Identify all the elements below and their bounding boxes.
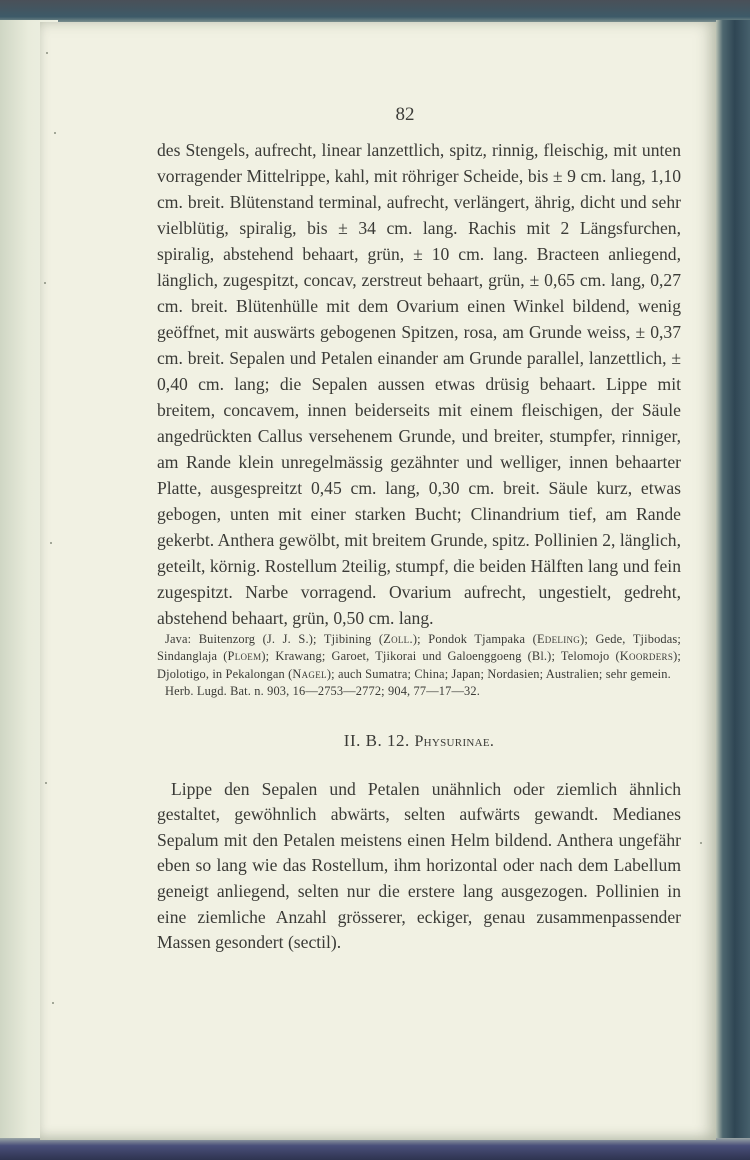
page-content [157,137,681,956]
collector-name: Zoll. [383,632,413,646]
collector-name: Koorders [619,649,674,664]
section-number: II. B. 12. [343,730,410,750]
paper-speck [46,52,48,54]
paper-speck [45,782,47,784]
section-description: Lippe den Sepalen und Petalen unähnlich oder ziemlich ähnlich gestaltet, gewöhnlich abwärts, selten aufwärts gewandt. Medianes Sepalum mit den Petalen meistens einen Helm bildend. Anthera ungefähr eben so lang wie das Rostellum, ihm horizontal oder nach dem Labellum geneigt anliegend, selten nur die erstere lang ausgezogen. Pollinien in eine ziemliche Anzahl grösserer, eckiger, genau zusammenpassender Massen gesondert (sectil). [157,778,681,953]
paper-speck [52,1002,54,1004]
collector-name: Nagel [292,666,327,681]
section-name: Physurinae. [414,732,495,750]
paper-speck [700,842,702,844]
collector-name: Ploem [227,649,262,664]
herbarium-reference: Herb. Lugd. Bat. n. 903, 16—2753—2772; 904, 77—17—32. [165,684,480,699]
page-number: 82 [395,104,415,125]
paper-speck [44,282,46,284]
collector-name: Edeling [536,632,581,646]
section-heading [157,731,681,751]
paper-speck [54,132,56,134]
distribution-note: Java: Buitenzorg (J. J. S.); Tjibining (Zoll.); Pondok Tjampaka (Edeling); Gede, Tjibodas; Sindanglaja (Ploem); Krawang; Garoet, Tjikorai und Galoenggoeng (Bl.); Telomojo (Koorders); Djolotigo, in Pekalongan (Nagel); auch Sumatra; China; Japan; Nordasien; Australien; sehr gemein. [157,632,681,681]
book-bottom-edge [0,1138,750,1160]
species-description: des Stengels, aufrecht, linear lanzettlich, spitz, rinnig, fleischig, mit unten vorragender Mittelrippe, kahl, mit röhriger Scheide, bis ± 9 cm. lang, 1,10 cm. breit. Blütenstand terminal, aufrecht, verlängert, ährig, dicht und sehr vielblütig, spiralig, bis ± 34 cm. lang. Rachis mit 2 Längsfurchen, spiralig, abstehend behaart, grün, ± 10 cm. lang. Bracteen anliegend, länglich, zugespitzt, concav, zerstreut behaart, grün, ± 0,65 cm. lang, 0,27 cm. breit. Blütenhülle mit dem Ovarium einen Winkel bildend, wenig geöffnet, mit auswärts gebogenen Spitzen, rosa, am Grunde weiss, ± 0,37 cm. breit. Sepalen und Petalen einander am Grunde parallel, lanzettlich, ± 0,40 cm. lang; die Sepalen aussen etwas drüsig behaart. Lippe mit breitem, concavem, innen beiderseits mit einem fleischigen, der Säule angedrückten Callus versehenem Grunde, und breiter, stumpfer, rinniger, am Rande klein unregelmässig gezähnter und welliger, innen behaarter Platte, ausgespreitzt 0,45 cm. lang, 0,30 cm. breit. Säule kurz, etwas gebogen, unten mit einer starken Bucht; Clinandrium tief, am Rande gekerbt. Anthera gewölbt, mit breitem Grunde, spitz. Pollinien 2, länglich, geteilt, körnig. Rostellum 2teilig, stumpf, die beiden Hälften lang und fein zugespitzt. Narbe vorragend. Ovarium aufrecht, ungestielt, gedreht, abstehend behaart, grün, 0,50 cm. lang. [157,140,681,628]
book-spine [716,20,750,1150]
paper-speck [50,542,52,544]
